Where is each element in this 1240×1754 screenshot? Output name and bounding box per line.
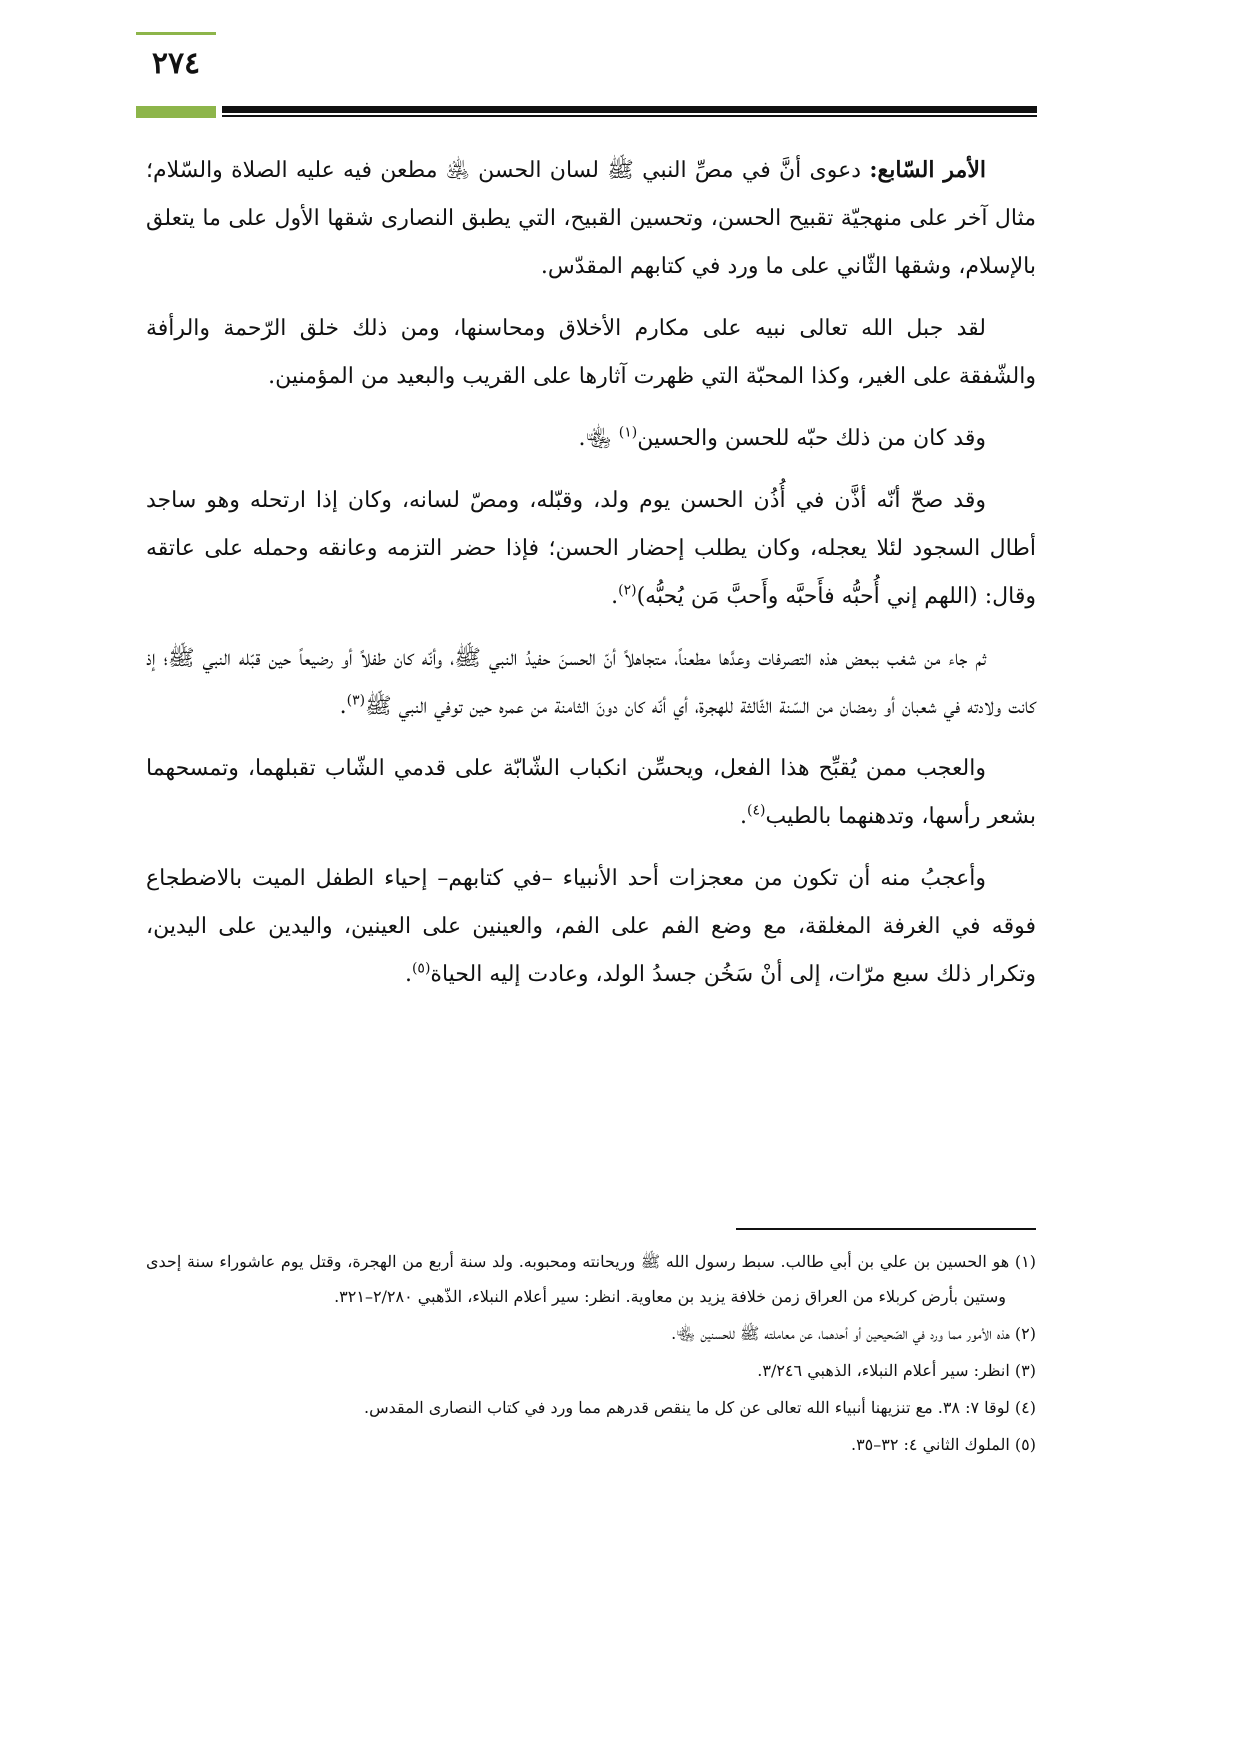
footnote-1: (١) هو الحسين بن علي بن أبي طالب. سبط رسول الله ﷺ وريحانته ومحبوبه. ولد سنة أربع من الهجرة، وقتل يوم عاشوراء سنة إحدى وستين بأرض كربلاء من العراق زمن خلافة يزيد بن معاوية. انظر: سير أعلام النبلاء، الذّهبي ٢/٢٨٠–٣٢١.	[146, 1252, 1036, 1306]
header-rule-thick	[222, 106, 1037, 113]
paragraph-prophet-character	[146, 305, 1036, 401]
paragraph-tail: .	[339, 694, 347, 719]
footnote-ref-3[interactable]: (٣)	[346, 692, 366, 709]
header-rule-thin	[222, 115, 1037, 117]
paragraph-text: والعجب ممن يُقبِّح هذا الفعل، ويحسِّن انكباب الشّابّة على قدمي الشّاب تقبلهما، وتمسحهما بشعر رأسها، وتدهنهما بالطيب	[146, 756, 1036, 829]
paragraph-text: لقد جبل الله تعالى نبيه على مكارم الأخلاق ومحاسنها، ومن ذلك خلق الرّحمة والرأفة والشّفقة على الغير، وكذا المحبّة التي ظهرت آثارها على القريب والبعيد من المؤمنين.	[146, 316, 1036, 389]
paragraph-tail: .	[611, 584, 619, 609]
paragraph-text: وأعجبُ منه أن تكون من معجزات أحد الأنبياء –في كتابهم– إحياء الطفل الميت بالاضطجاع فوقه في الغرفة المغلقة، مع وضع الفم على الفم، والعينين على العينين، واليدين على اليدين، وتكرار ذلك سبع مرّات، إلى أنْ سَخُن جسدُ الولد، وعادت إليه الحياة	[146, 866, 1036, 987]
paragraph-tail: .	[404, 962, 412, 987]
footnotes	[146, 1244, 1036, 1464]
paragraph-text: وقد صحّ أنّه أذَّن في أُذُن الحسن يوم ولد، وقبّله، ومصّ لسانه، وكان إذا ارتحله وهو ساجد أطال السجود لئلا يعجله، وكان يطلب إحضار الحسن؛ فإذا حضر التزمه وعانقه وحمله على عاتقه وقال: (اللهم إني أُحبُّه فأَحبَّه وأَحبَّ مَن يُحبُّه)	[146, 488, 1036, 609]
footnote-5: (٥) الملوك الثاني ٤: ٣٢–٣٥.	[850, 1435, 1036, 1454]
paragraph-text: ثم جاء من شغب ببعض هذه التصرفات وعدَّها مطعناً، متجاهلاً أنّ الحسنَ حفيدُ النبي ﷺ، وأنّه كان طفلاً أو رضيعاً حين قبّله النبي ﷺ؛ إذ كانت ولادته في شعبان أو رمضان من السّنة الثّالثة للهجرة، أي أنّه كان دونَ الثامنة من عمره حين توفي النبي ﷺ	[146, 646, 1036, 719]
paragraph-authentic-reports	[146, 477, 1036, 621]
footnote-3: (٣) انظر: سير أعلام النبلاء، الذهبي ٣/٢٤٦.	[757, 1361, 1036, 1380]
paragraph-miracle	[146, 855, 1036, 999]
paragraph-text: دعوى أنَّ في مصِّ النبي ﷺ لسان الحسن ﵁ مطعن فيه عليه الصلاة والسّلام؛ مثال آخر على منهجيّة تقبيح الحسن، وتحسين القبيح، التي يطبق النصارى شقها الأول على ما يتعلق بالإسلام، وشقها الثّاني على ما ورد في كتابهم المقدّس.	[146, 158, 1036, 279]
page-number: ٢٧٤	[151, 46, 201, 81]
paragraph-seventh-matter	[146, 146, 1036, 291]
footnote-ref-1[interactable]: (١)	[618, 424, 638, 441]
footnote-4: (٤) لوقا ٧: ٣٨. مع تنزيهنا أنبياء الله تعالى عن كل ما ينقص قدرهم مما ورد في كتاب النصارى المقدس.	[364, 1398, 1036, 1417]
footnote-ref-5[interactable]: (٥)	[411, 960, 431, 977]
paragraph-love-hasan-husayn	[146, 415, 1036, 463]
paragraph-lead-heading: الأمر السّابع:	[869, 157, 986, 183]
footnote-separator	[736, 1228, 1036, 1230]
header-accent-bar-bottom	[136, 106, 216, 118]
paragraph-objection-rebuttal	[146, 635, 1036, 731]
main-text	[146, 146, 1036, 1013]
footnote-ref-4[interactable]: (٤)	[747, 802, 766, 819]
header-accent-bar-top	[136, 32, 216, 35]
paragraph-tail: .	[740, 804, 748, 829]
paragraph-text: وقد كان من ذلك حبّه للحسن والحسين	[637, 426, 986, 451]
footnote-2: (٢) هذه الأمور مما ورد في الصّحيحين أو أحدهما، عن معاملته ﷺ للحسنين ﵄.	[671, 1324, 1036, 1343]
paragraph-tail: ﵄.	[578, 426, 619, 451]
footnote-ref-2[interactable]: (٢)	[618, 582, 637, 599]
paragraph-wonder	[146, 745, 1036, 841]
